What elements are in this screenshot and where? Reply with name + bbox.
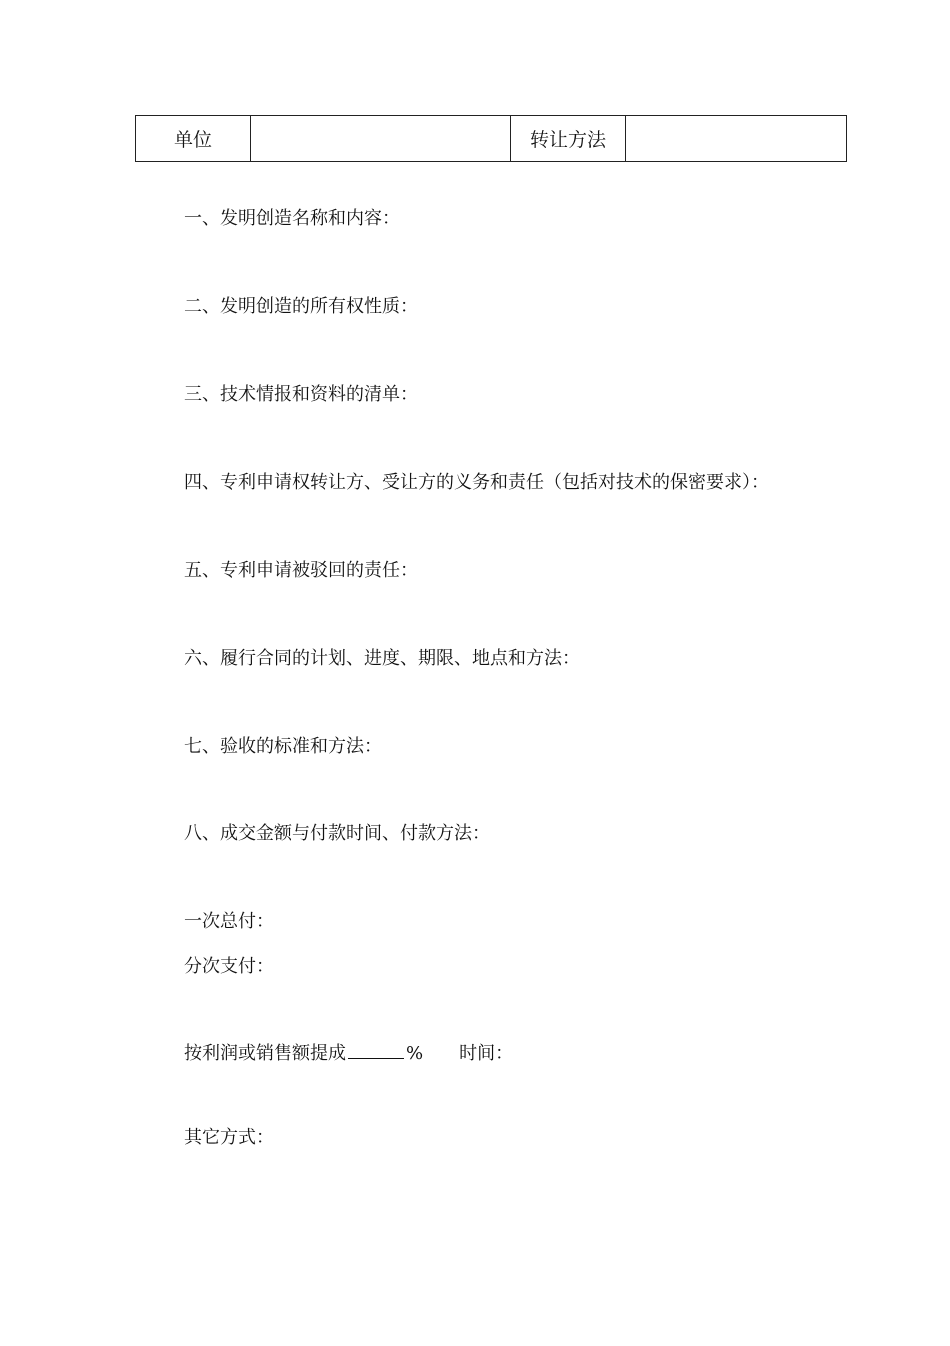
section-7-heading: 七、验收的标准和方法： bbox=[184, 736, 382, 757]
section-8-heading: 八、成交金额与付款时间、付款方法： bbox=[184, 823, 490, 844]
royalty-label: 按利润或销售额提成 bbox=[184, 1043, 346, 1064]
section-4-heading: 四、专利申请权转让方、受让方的义务和责任（包括对技术的保密要求）： bbox=[184, 472, 769, 493]
section-6-heading: 六、履行合同的计划、进度、期限、地点和方法： bbox=[184, 648, 580, 669]
section-3-heading: 三、技术情报和资料的清单： bbox=[184, 384, 418, 405]
section-5-heading: 五、专利申请被驳回的责任： bbox=[184, 560, 418, 581]
unit-value-cell[interactable] bbox=[251, 116, 511, 162]
percent-sign: % bbox=[406, 1043, 424, 1064]
table-row bbox=[136, 116, 847, 162]
royalty-time-label: 时间： bbox=[459, 1043, 514, 1064]
royalty-line bbox=[184, 1040, 513, 1066]
transfer-method-value-cell[interactable] bbox=[626, 116, 847, 162]
unit-label: 单位 bbox=[136, 116, 251, 162]
unit-transfer-table bbox=[135, 115, 847, 162]
installment-payment: 分次支付： bbox=[184, 956, 274, 977]
section-2-heading: 二、发明创造的所有权性质： bbox=[184, 296, 418, 317]
section-1-heading: 一、发明创造名称和内容： bbox=[184, 208, 400, 229]
royalty-percent-blank[interactable] bbox=[348, 1040, 404, 1059]
lump-sum-payment: 一次总付： bbox=[184, 911, 274, 932]
other-payment-method: 其它方式： bbox=[184, 1127, 274, 1148]
transfer-method-label: 转让方法 bbox=[511, 116, 626, 162]
